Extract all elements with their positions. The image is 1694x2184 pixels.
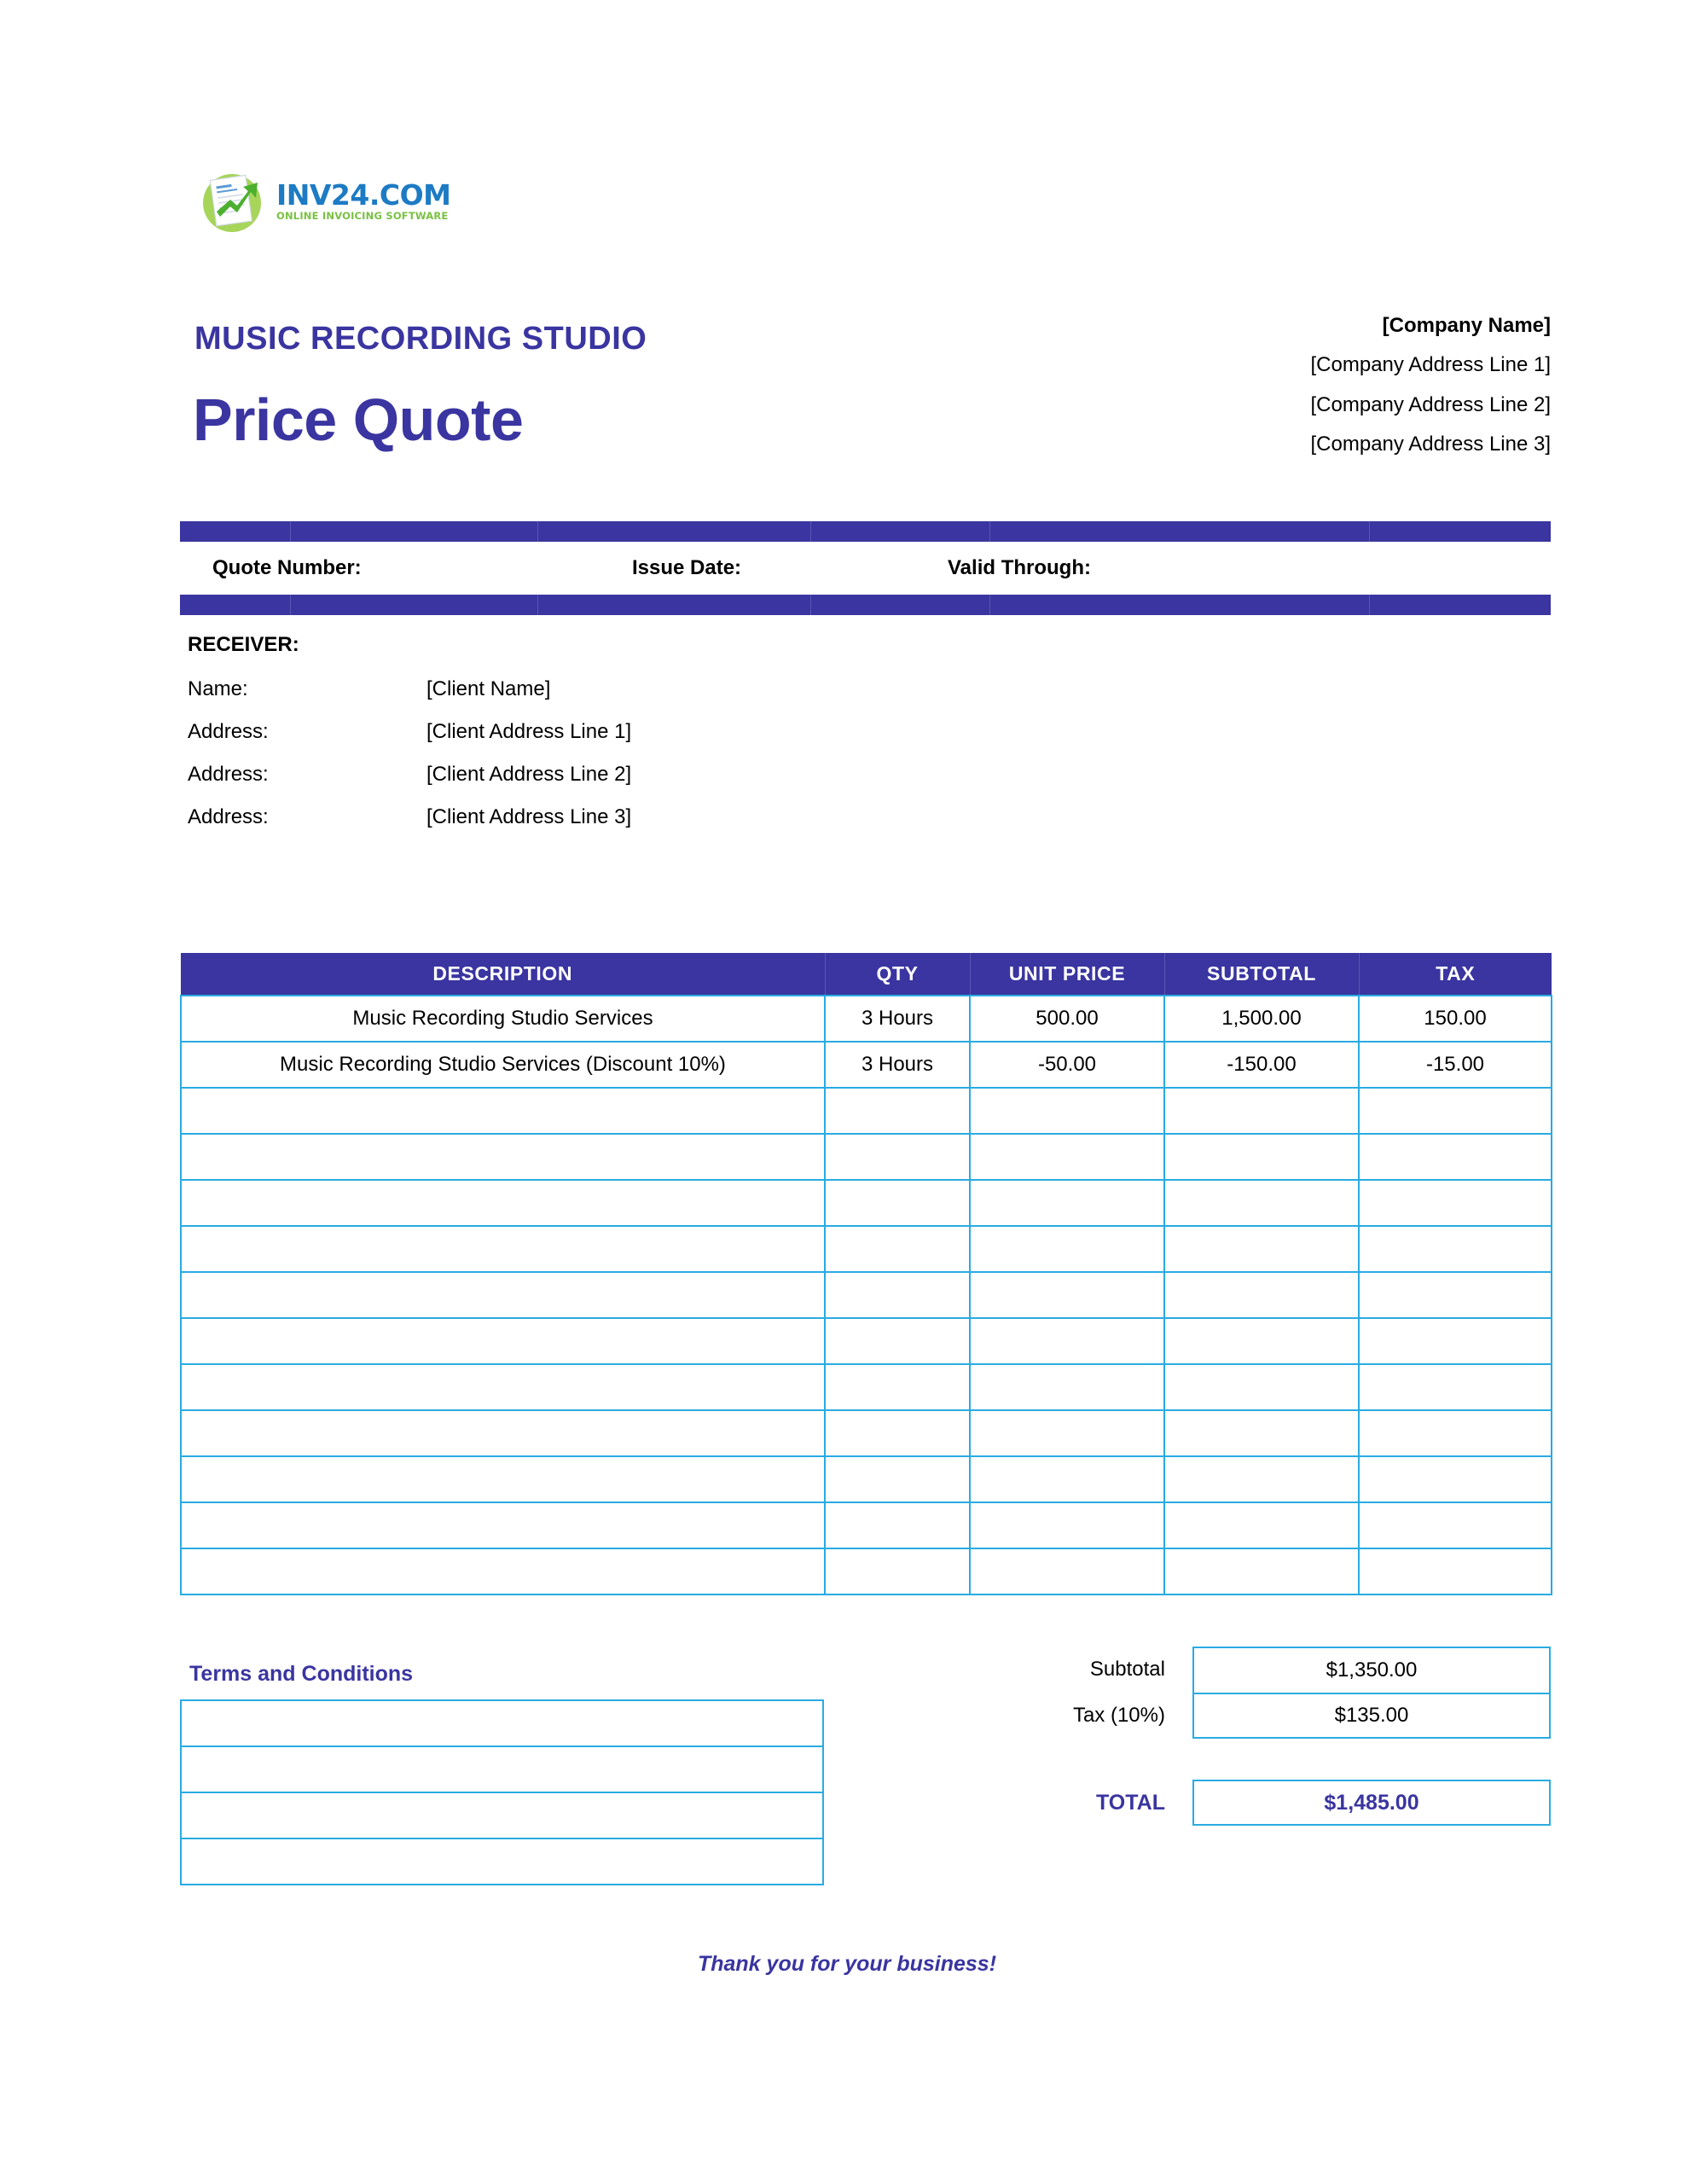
cell-tax[interactable]: [1359, 1456, 1552, 1502]
table-row: [181, 1548, 1552, 1594]
meta-bar-top: [180, 521, 1551, 542]
column-header-tax: TAX: [1359, 953, 1552, 996]
cell-description[interactable]: [181, 1456, 825, 1502]
cell-subtotal[interactable]: [1164, 1548, 1359, 1594]
cell-unit-price[interactable]: [970, 1088, 1164, 1134]
cell-qty[interactable]: [825, 1502, 970, 1548]
cell-unit-price[interactable]: [970, 1502, 1164, 1548]
table-row: [181, 1088, 1552, 1134]
terms-row: [181, 1792, 823, 1838]
cell-qty[interactable]: 3 Hours: [825, 996, 970, 1042]
cell-unit-price[interactable]: [970, 1180, 1164, 1226]
meta-bar-segment: [990, 595, 1370, 615]
receiver-row: [188, 720, 955, 744]
receiver-row-label: Address:: [188, 805, 269, 828]
meta-bar-segment: [180, 521, 291, 542]
table-row: [181, 1180, 1552, 1226]
receiver-row: [188, 763, 955, 787]
cell-unit-price[interactable]: 500.00: [970, 996, 1164, 1042]
cell-qty[interactable]: 3 Hours: [825, 1042, 970, 1088]
receiver-row-label: Name:: [188, 677, 248, 700]
cell-subtotal[interactable]: [1164, 1272, 1359, 1318]
cell-tax[interactable]: [1359, 1180, 1552, 1226]
cell-tax[interactable]: [1359, 1410, 1552, 1456]
cell-subtotal[interactable]: 1,500.00: [1164, 996, 1359, 1042]
terms-row: [181, 1746, 823, 1792]
meta-bar-segment: [1370, 595, 1551, 615]
inv24-logo-icon: [194, 164, 270, 239]
meta-bar-segment: [811, 521, 990, 542]
logo-name: INV24.COM: [276, 178, 451, 212]
cell-subtotal[interactable]: [1164, 1318, 1359, 1364]
brand-logo[interactable]: [194, 164, 451, 239]
cell-unit-price[interactable]: -50.00: [970, 1042, 1164, 1088]
cell-unit-price[interactable]: [970, 1226, 1164, 1272]
receiver-row: [188, 677, 955, 701]
meta-bar-segment: [180, 595, 291, 615]
issue-date-label: Issue Date:: [632, 556, 742, 579]
issue-date-field[interactable]: [632, 556, 948, 580]
terms-and-conditions-box: [180, 1699, 824, 1885]
cell-description[interactable]: [181, 1226, 825, 1272]
terms-line-input[interactable]: [181, 1746, 823, 1792]
meta-bar-segment: [1370, 521, 1551, 542]
terms-line-input[interactable]: [181, 1700, 823, 1746]
cell-description[interactable]: Music Recording Studio Services: [181, 996, 825, 1042]
grand-total-label: TOTAL: [1095, 1790, 1165, 1815]
cell-description[interactable]: [181, 1548, 825, 1594]
subtotal-row: [981, 1647, 1551, 1693]
company-address-line-1: [Company Address Line 1]: [1310, 353, 1551, 377]
table-row: [181, 1364, 1552, 1410]
quote-meta-row: [180, 542, 1551, 595]
cell-qty[interactable]: [825, 1088, 970, 1134]
company-info-block: [1073, 312, 1551, 459]
cell-tax[interactable]: [1359, 1088, 1552, 1134]
receiver-rows: [188, 677, 955, 829]
tax-label: Tax (10%): [1072, 1704, 1165, 1727]
meta-bar-segment: [811, 595, 990, 615]
cell-description[interactable]: [181, 1502, 825, 1548]
table-row: [181, 1410, 1552, 1456]
table-row: [181, 1226, 1552, 1272]
company-address-line-3: [Company Address Line 3]: [1310, 433, 1551, 456]
meta-bar-segment: [990, 521, 1370, 542]
logo-tagline: ONLINE INVOICING SOFTWARE: [276, 210, 449, 223]
receiver-row-value[interactable]: [Client Address Line 1]: [426, 720, 632, 743]
cell-subtotal[interactable]: [1164, 1180, 1359, 1226]
cell-tax[interactable]: 150.00: [1359, 996, 1552, 1042]
tax-value: $135.00: [1192, 1693, 1551, 1739]
cell-unit-price[interactable]: [970, 1272, 1164, 1318]
cell-subtotal[interactable]: [1164, 1226, 1359, 1272]
terms-and-conditions-title: Terms and Conditions: [189, 1662, 414, 1686]
totals-spacer: [981, 1739, 1551, 1780]
cell-tax[interactable]: [1359, 1318, 1552, 1364]
receiver-row-value[interactable]: [Client Address Line 3]: [426, 805, 632, 828]
cell-qty[interactable]: [825, 1226, 970, 1272]
table-row: [181, 1272, 1552, 1318]
company-address-line-2: [Company Address Line 2]: [1310, 392, 1551, 416]
cell-tax[interactable]: [1359, 1364, 1552, 1410]
cell-unit-price[interactable]: [970, 1456, 1164, 1502]
cell-description[interactable]: [181, 1318, 825, 1364]
cell-subtotal[interactable]: [1164, 1502, 1359, 1548]
terms-line-input[interactable]: [181, 1792, 823, 1838]
grand-total-row: [981, 1780, 1551, 1826]
terms-line-input[interactable]: [181, 1838, 823, 1885]
cell-qty[interactable]: [825, 1318, 970, 1364]
subtotal-value: $1,350.00: [1192, 1647, 1551, 1693]
meta-bar-segment: [291, 521, 538, 542]
table-row: [181, 1502, 1552, 1548]
meta-bar-segment: [291, 595, 538, 615]
receiver-row-value[interactable]: [Client Address Line 2]: [426, 763, 632, 786]
line-items-body: [181, 996, 1552, 1594]
cell-qty[interactable]: [825, 1410, 970, 1456]
cell-qty[interactable]: [825, 1134, 970, 1180]
terms-row: [181, 1700, 823, 1746]
receiver-title: RECEIVER:: [188, 633, 299, 656]
terms-body: [181, 1700, 823, 1885]
cell-description[interactable]: [181, 1364, 825, 1410]
meta-bar-segment: [538, 521, 811, 542]
table-row: [181, 996, 1552, 1042]
cell-qty[interactable]: [825, 1272, 970, 1318]
meta-bar-bottom: [180, 595, 1551, 615]
meta-bar-segment: [538, 595, 811, 615]
cell-qty[interactable]: [825, 1364, 970, 1410]
valid-through-label: Valid Through:: [948, 556, 1091, 579]
cell-description[interactable]: [181, 1410, 825, 1456]
cell-description[interactable]: [181, 1180, 825, 1226]
cell-description[interactable]: [181, 1272, 825, 1318]
receiver-row-label: Address:: [188, 720, 269, 743]
cell-tax[interactable]: -15.00: [1359, 1042, 1552, 1088]
quote-number-field[interactable]: [180, 556, 632, 580]
cell-subtotal[interactable]: [1164, 1410, 1359, 1456]
cell-description[interactable]: [181, 1088, 825, 1134]
cell-qty[interactable]: [825, 1456, 970, 1502]
cell-subtotal[interactable]: [1164, 1088, 1359, 1134]
cell-subtotal[interactable]: [1164, 1134, 1359, 1180]
totals-block: [981, 1647, 1551, 1826]
document-kicker: MUSIC RECORDING STUDIO: [194, 321, 647, 357]
column-header-qty: QTY: [825, 953, 970, 996]
cell-unit-price[interactable]: [970, 1364, 1164, 1410]
company-name: [Company Name]: [1382, 314, 1551, 337]
receiver-row-value[interactable]: [Client Name]: [426, 677, 551, 700]
logo-wordmark: [276, 178, 451, 223]
table-row: [181, 1318, 1552, 1364]
terms-row: [181, 1838, 823, 1885]
table-row: [181, 1134, 1552, 1180]
cell-tax[interactable]: [1359, 1272, 1552, 1318]
valid-through-field[interactable]: [948, 556, 1289, 580]
cell-unit-price[interactable]: [970, 1318, 1164, 1364]
cell-description[interactable]: [181, 1134, 825, 1180]
table-header-row: [181, 953, 1552, 996]
line-items-table: [180, 953, 1552, 1595]
subtotal-label: Subtotal: [1089, 1658, 1165, 1681]
page-title: Price Quote: [193, 386, 524, 453]
cell-tax[interactable]: [1359, 1502, 1552, 1548]
column-header-unit-price: UNIT PRICE: [970, 953, 1164, 996]
cell-tax[interactable]: [1359, 1548, 1552, 1594]
footer-thank-you-note: Thank you for your business!: [697, 1952, 997, 1976]
receiver-row: [188, 805, 955, 829]
receiver-block: [188, 633, 955, 829]
receiver-row-label: Address:: [188, 763, 269, 786]
cell-description[interactable]: Music Recording Studio Services (Discount 10%): [181, 1042, 825, 1088]
cell-qty[interactable]: [825, 1180, 970, 1226]
tax-row: [981, 1693, 1551, 1739]
column-header-description: DESCRIPTION: [181, 953, 825, 996]
column-header-subtotal: SUBTOTAL: [1164, 953, 1359, 996]
cell-subtotal[interactable]: [1164, 1456, 1359, 1502]
cell-unit-price[interactable]: [970, 1134, 1164, 1180]
table-row: [181, 1042, 1552, 1088]
cell-qty[interactable]: [825, 1548, 970, 1594]
cell-tax[interactable]: [1359, 1134, 1552, 1180]
cell-subtotal[interactable]: [1164, 1364, 1359, 1410]
cell-unit-price[interactable]: [970, 1548, 1164, 1594]
cell-unit-price[interactable]: [970, 1410, 1164, 1456]
quote-number-label: Quote Number:: [212, 556, 362, 579]
grand-total-value: $1,485.00: [1192, 1780, 1551, 1826]
cell-subtotal[interactable]: -150.00: [1164, 1042, 1359, 1088]
table-row: [181, 1456, 1552, 1502]
cell-tax[interactable]: [1359, 1226, 1552, 1272]
